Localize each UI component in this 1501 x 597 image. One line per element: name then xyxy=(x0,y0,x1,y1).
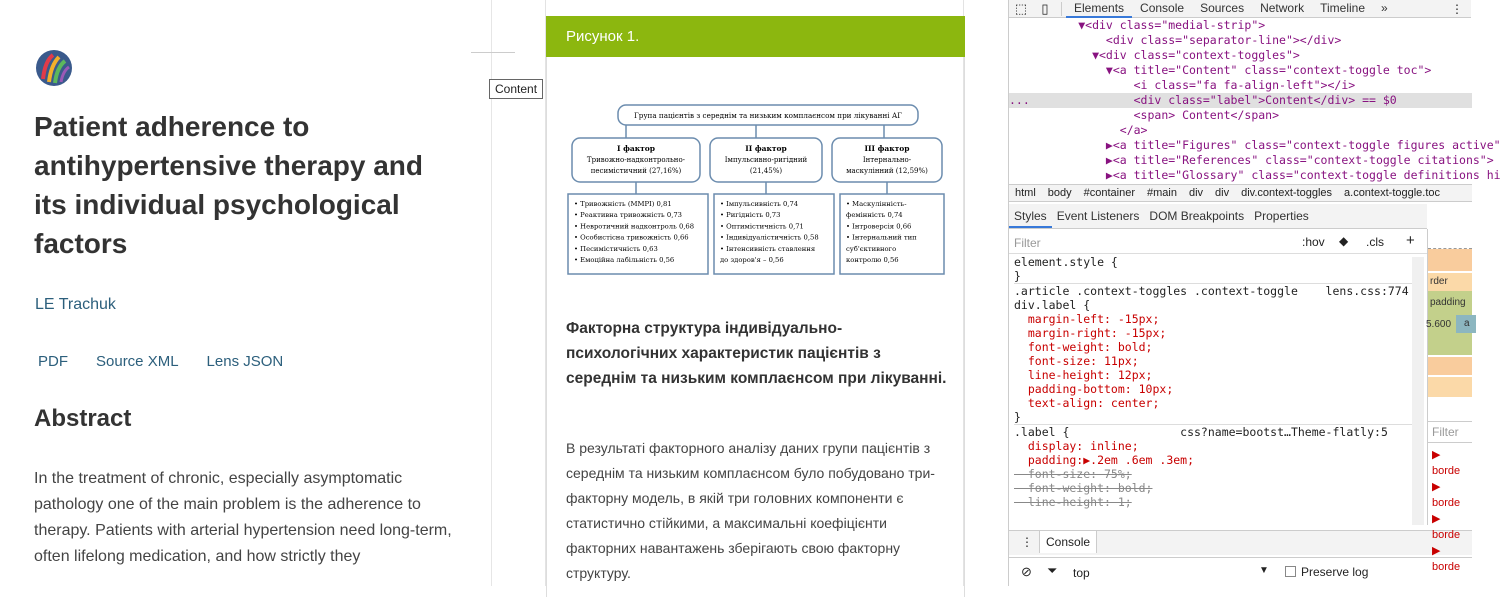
tab-elements[interactable]: Elements xyxy=(1066,0,1132,18)
factor-2-desc-line-2: (21,45%) xyxy=(749,167,783,175)
factor-2-item: • Імпульсивність 0,74 xyxy=(720,200,799,208)
factor-2-title: ІІ фактор xyxy=(745,144,787,153)
tab-event-listeners[interactable]: Event Listeners xyxy=(1056,209,1140,223)
breadcrumb-item[interactable]: div xyxy=(1188,187,1204,199)
factor-3-desc-line-2: маскулінний (12,59%) xyxy=(846,167,928,175)
computed-property[interactable]: ▶ borde xyxy=(1432,449,1461,477)
drawer-menu-icon[interactable]: ⋮ xyxy=(1021,535,1033,549)
separator-line xyxy=(471,52,515,53)
tab-properties[interactable]: Properties xyxy=(1254,209,1309,223)
dom-node[interactable]: ▶<a title="Figures" class="context-toggle figures active" xyxy=(1009,138,1501,152)
filter-icon[interactable]: ⏷ xyxy=(1047,563,1058,578)
css-line[interactable]: } xyxy=(1014,269,1021,283)
devtools-toolbar xyxy=(1009,0,1471,18)
author-link[interactable]: LE Trachuk xyxy=(35,296,116,313)
css-line[interactable]: div.label { xyxy=(1014,298,1091,312)
styles-filter-input[interactable]: Filter xyxy=(1014,236,1041,250)
border-label: rder xyxy=(1430,276,1448,287)
figure-description: В результаті факторного аналізу даних групи пацієнтів з середнім та низьким комплаєнсом було побудовано три-факторну модель, в якій три головних компоненти є статистично стійкими, а максимальні коефіцієнти факторних навантажень зберігають свою факторну структуру. xyxy=(566,440,935,581)
device-icon[interactable]: ▯ xyxy=(1041,0,1049,16)
element-state-icon[interactable]: ◆ xyxy=(1339,234,1349,248)
figure-label: Рисунок 1. xyxy=(546,16,965,57)
css-line[interactable]: margin-right: -15px; xyxy=(1014,326,1167,340)
breadcrumb-item[interactable]: html xyxy=(1015,187,1036,199)
clear-console-icon[interactable]: ⊘ xyxy=(1021,564,1032,579)
css-line[interactable]: margin-left: -15px; xyxy=(1014,312,1160,326)
factor-3-item: контролю 0,56 xyxy=(846,256,899,264)
css-line[interactable]: display: inline; xyxy=(1014,439,1139,453)
tab-network[interactable]: Network xyxy=(1260,0,1305,15)
computed-property[interactable]: ▶ borde xyxy=(1432,513,1461,541)
dom-node[interactable]: ▼<a title="Content" class="context-toggle toc"> xyxy=(1009,63,1432,77)
dom-node[interactable]: ▼<div class="context-toggles"> xyxy=(1009,48,1300,62)
figures-panel xyxy=(545,0,964,586)
tab-dom-breakpoints[interactable]: DOM Breakpoints xyxy=(1149,209,1245,223)
console-drawer-tab xyxy=(1009,530,1472,555)
new-rule-button[interactable]: + xyxy=(1406,232,1415,249)
breadcrumb-item[interactable]: a.context-toggle.toc xyxy=(1344,187,1441,199)
computed-property[interactable]: ▶ borde xyxy=(1432,481,1461,509)
factor-1-title: І фактор xyxy=(616,144,656,153)
context-select[interactable]: top xyxy=(1073,566,1090,580)
factor-2-item: • Ригідність 0,73 xyxy=(720,211,781,220)
factor-2-item: до здоров'я – 0,56 xyxy=(720,256,784,264)
factor-1-desc-line-1: Тривожно-надконтрольно- xyxy=(586,156,686,164)
dom-node[interactable]: </a> xyxy=(1009,123,1148,137)
dom-node[interactable]: ... <div class="label">Content</div> == $0 xyxy=(1009,93,1472,108)
factor-1-desc-line-2: песимістичний (27,16%) xyxy=(590,167,682,175)
console-toolbar xyxy=(1009,557,1472,586)
css-rules[interactable] xyxy=(1009,255,1414,525)
css-line[interactable]: font-size: 11px; xyxy=(1014,354,1139,368)
tab-sources[interactable]: Sources xyxy=(1200,0,1245,15)
dom-node[interactable]: <div class="separator-line"></div> xyxy=(1009,33,1342,47)
figure-caption: Факторна структура індивідуально-психологічних характеристик пацієнтів з середнім та низьким комплаєнсом при лікуванні. xyxy=(566,320,947,387)
css-line[interactable]: .label { css?name=bootst…Theme-flatly:5 xyxy=(1014,424,1414,439)
factor-3-item: • Маскулінність- xyxy=(846,200,907,208)
context-dropdown-icon[interactable]: ▼ xyxy=(1259,565,1269,576)
article-panel xyxy=(0,0,492,586)
breadcrumb-item[interactable]: #container xyxy=(1083,187,1136,199)
cls-toggle[interactable]: .cls xyxy=(1366,235,1384,249)
tab-timeline[interactable]: Timeline xyxy=(1320,0,1366,15)
journal-logo-icon xyxy=(35,49,73,87)
dom-node[interactable]: ▶<a title="Glossary" class="context-toggle definitions hi xyxy=(1009,168,1501,182)
factor-1-item: • Реактивна тривожність 0,73 xyxy=(574,211,683,220)
factor-3-item: • Інтроверсія 0,66 xyxy=(846,222,912,231)
padding-label: padding xyxy=(1430,297,1466,308)
side-filter-input[interactable]: Filter xyxy=(1432,425,1459,439)
factor-1-item: • Песимістичність 0,63 xyxy=(574,244,658,253)
css-line[interactable]: padding-bottom: 10px; xyxy=(1014,382,1174,396)
factor-3-title: ІІІ фактор xyxy=(864,144,910,153)
css-line[interactable]: line-height: 1; xyxy=(1014,495,1132,509)
tab-styles[interactable]: Styles xyxy=(1009,204,1052,228)
factor-2-item: • Оптимістичність 0,71 xyxy=(720,222,804,231)
breadcrumb xyxy=(1009,184,1472,202)
css-line[interactable]: font-weight: bold; xyxy=(1014,481,1153,495)
css-line[interactable]: padding:▶.2em .6em .3em; xyxy=(1014,453,1195,467)
css-line[interactable]: element.style { xyxy=(1014,255,1118,269)
tab-console[interactable]: Console xyxy=(1140,0,1185,15)
dom-node[interactable]: <span> Content</span> xyxy=(1009,108,1280,122)
factor-3-item: • Інтернальний тип xyxy=(846,233,917,242)
breadcrumb-item[interactable]: div.context-toggles xyxy=(1241,187,1333,199)
dom-tree[interactable] xyxy=(1009,18,1501,184)
breadcrumb-item[interactable]: body xyxy=(1047,187,1072,199)
styles-scrollbar[interactable] xyxy=(1412,257,1424,525)
dom-node[interactable]: ▼<div class="medial-strip"> xyxy=(1009,18,1266,32)
css-line[interactable]: text-align: center; xyxy=(1014,396,1160,410)
factor-1-item: • Тривожність (MMPI) 0,81 xyxy=(574,200,672,208)
dom-node[interactable]: ▶<a title="References" class="context-toggle citations"> xyxy=(1009,153,1494,167)
preserve-log-checkbox[interactable] xyxy=(1285,566,1296,577)
devtools-menu-icon[interactable]: ⋮ xyxy=(1451,1,1463,16)
css-line[interactable]: } xyxy=(1014,410,1021,424)
computed-property[interactable]: ▶ borde xyxy=(1432,545,1461,573)
factor-1-item: • Невротичний надконтроль 0,68 xyxy=(574,222,695,231)
article-title: Patient adherence to antihypertensive therapy and its individual psychological factors xyxy=(34,111,424,259)
hov-toggle[interactable]: :hov xyxy=(1302,235,1325,249)
css-line[interactable]: font-weight: bold; xyxy=(1014,340,1153,354)
factor-3-desc-line-1: Інтернально- xyxy=(862,156,912,164)
content-width-label: 5.600 xyxy=(1426,319,1452,330)
factor-2-desc-line-1: Імпульсивно-ригідний xyxy=(724,156,808,164)
factor-diagram[interactable] xyxy=(566,102,946,280)
abstract-text: In the treatment of chronic, especially asymptomatic pathology one of the main problem is the adherence to therapy. Patients with arterial hypertension need long-term, often lifelong medication, and how strictly they xyxy=(34,470,452,565)
factor-2-item: • Інтенсивність ставлення xyxy=(720,244,816,253)
more-tabs-button[interactable]: » xyxy=(1381,0,1388,15)
content-tooltip: Content xyxy=(489,79,543,99)
breadcrumb-item[interactable]: #main xyxy=(1147,187,1177,199)
pdf-link[interactable]: PDF xyxy=(38,353,68,370)
factor-3-item: фемінність 0,74 xyxy=(846,211,903,220)
factor-2-item: • Індивідуалістичність 0,58 xyxy=(720,233,819,242)
diagram-top: Група пацієнтів з середнім та низьким комплаєнсом при лікуванні АГ xyxy=(633,111,903,120)
preserve-log-label: Preserve log xyxy=(1301,565,1369,579)
source-xml-link[interactable]: Source XML xyxy=(96,353,179,370)
lens-json-link[interactable]: Lens JSON xyxy=(206,353,284,370)
factor-3-item: суб'єктивного xyxy=(846,244,897,253)
inspect-icon[interactable]: ⬚ xyxy=(1014,0,1028,16)
factor-1-item: • Емоційна лабільність 0,56 xyxy=(574,256,675,264)
css-line[interactable]: font-size: 75%; xyxy=(1014,467,1132,481)
factor-1-item: • Особистісна тривожність 0,66 xyxy=(574,233,689,242)
content-box-label: a xyxy=(1464,318,1470,329)
box-model-pane xyxy=(1426,229,1471,573)
dom-node[interactable]: <i class="fa fa-align-left"></i> xyxy=(1009,78,1356,92)
console-drawer-label[interactable]: Console xyxy=(1039,531,1097,553)
breadcrumb-item[interactable]: div xyxy=(1215,187,1230,199)
abstract-heading: Abstract xyxy=(34,405,132,432)
styles-tabs xyxy=(1009,204,1427,229)
download-links xyxy=(38,353,283,370)
devtools-panel xyxy=(1008,0,1501,586)
css-line[interactable]: line-height: 12px; xyxy=(1014,368,1153,382)
styles-filter-bar xyxy=(1009,230,1427,254)
css-line[interactable]: .article .context-toggles .context-toggle lens.css:774 xyxy=(1014,283,1414,298)
